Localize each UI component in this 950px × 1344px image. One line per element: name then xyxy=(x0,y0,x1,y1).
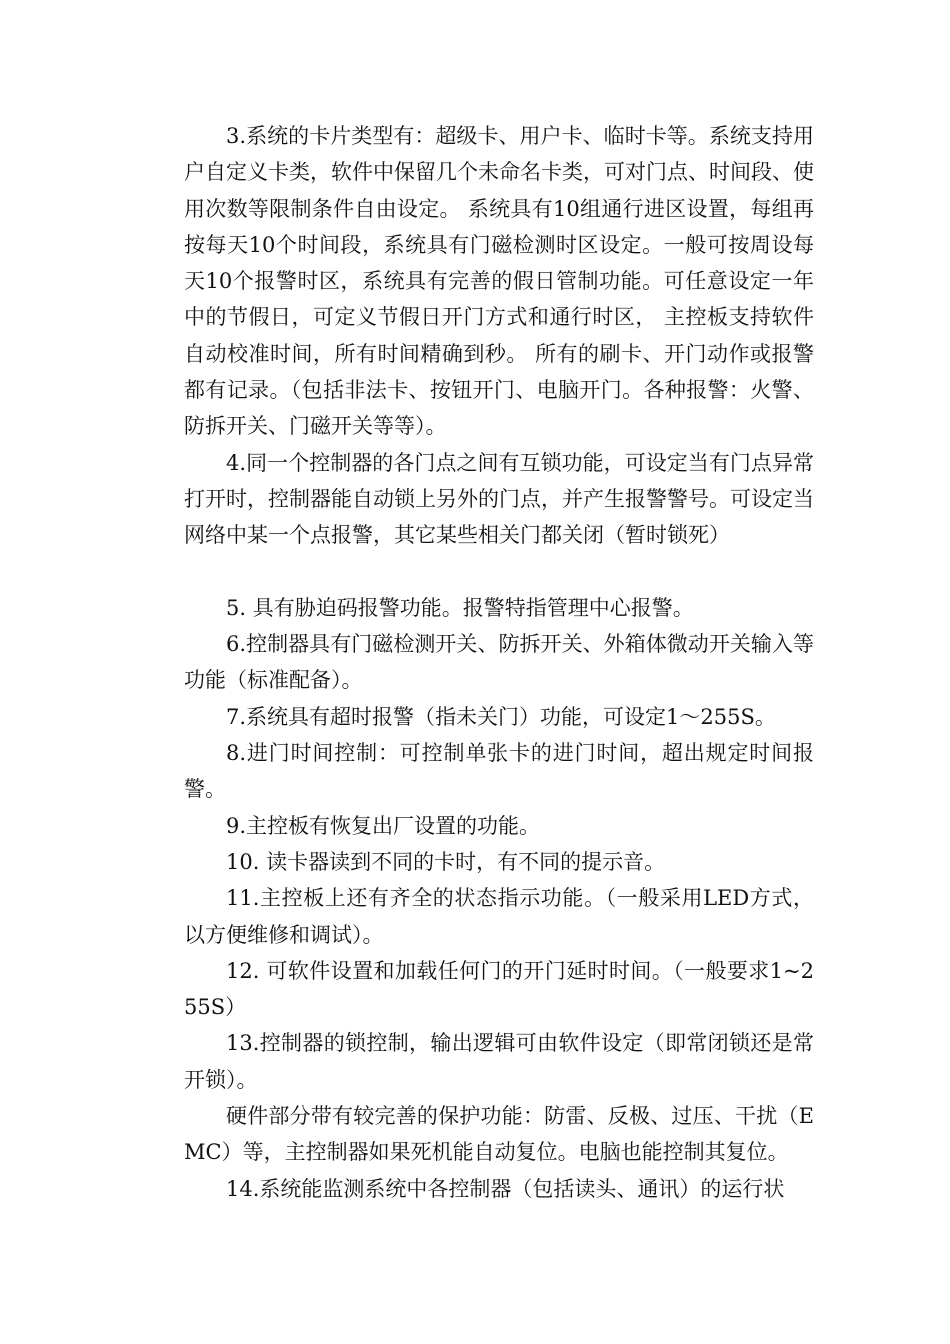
paragraph-entry-time: 8.进门时间控制：可控制单张卡的进门时间，超出规定时间报警。 xyxy=(184,741,814,802)
paragraph-interlock: 4.同一个控制器的各门点之间有互锁功能，可设定当有门点异常打开时，控制器能自动锁上另外的门点，并产生报警警号。可设定当网络中某一个点报警，其它某些相关门都关闭（暂时锁死） xyxy=(184,450,814,548)
paragraph-lock-logic: 13.控制器的锁控制，输出逻辑可由软件设定（即常闭锁还是常开锁）。 xyxy=(184,1031,814,1092)
paragraph-status-indicators: 11.主控板上还有齐全的状态指示功能。（一般采用LED方式，以方便维修和调试）。 xyxy=(184,886,814,947)
paragraph-reader-tones: 10. 读卡器读到不同的卡时，有不同的提示音。 xyxy=(226,849,666,874)
paragraph-card-types: 3.系统的卡片类型有：超级卡、用户卡、临时卡等。系统支持用户自定义卡类，软件中保留几个未命名卡类，可对门点、时间段、使用次数等限制条件自由设定。 系统具有10组通行进区设置，每组再按每天10个时间段，系统具有门磁检测时区设定。一般可按周设每天10个报警时区，系统具有完善的假日管制功能。可任意设定一年中的节假日，可定义节假日开门方式和通行时区， 主控板支持软件自动校准时间，所有时间精确到秒。 所有的刷卡、开门动作或报警都有记录。（包括非法卡、按钮开门、电脑开门。各种报警：火警、防拆开关、门磁开关等等）。 xyxy=(184,124,814,439)
paragraph-timeout-alarm: 7.系统具有超时报警（指未关门）功能，可设定1～255S。 xyxy=(226,704,776,729)
document-body xyxy=(184,118,814,1207)
paragraph-factory-reset: 9.主控板有恢复出厂设置的功能。 xyxy=(226,813,541,838)
blank-line xyxy=(184,554,814,590)
paragraph-hardware-protection: 硬件部分带有较完善的保护功能：防雷、反极、过压、干扰（EMC）等，主控制器如果死机能自动复位。电脑也能控制其复位。 xyxy=(184,1104,814,1165)
paragraph-monitoring: 14.系统能监测系统中各控制器（包括读头、通讯）的运行状 xyxy=(226,1176,785,1201)
paragraph-door-delay: 12. 可软件设置和加载任何门的开门延时时间。（一般要求1~255S） xyxy=(184,958,814,1020)
paragraph-door-sensor: 6.控制器具有门磁检测开关、防拆开关、外箱体微动开关输入等功能（标准配备）。 xyxy=(184,632,814,693)
paragraph-duress-code: 5. 具有胁迫码报警功能。报警特指管理中心报警。 xyxy=(226,595,694,620)
